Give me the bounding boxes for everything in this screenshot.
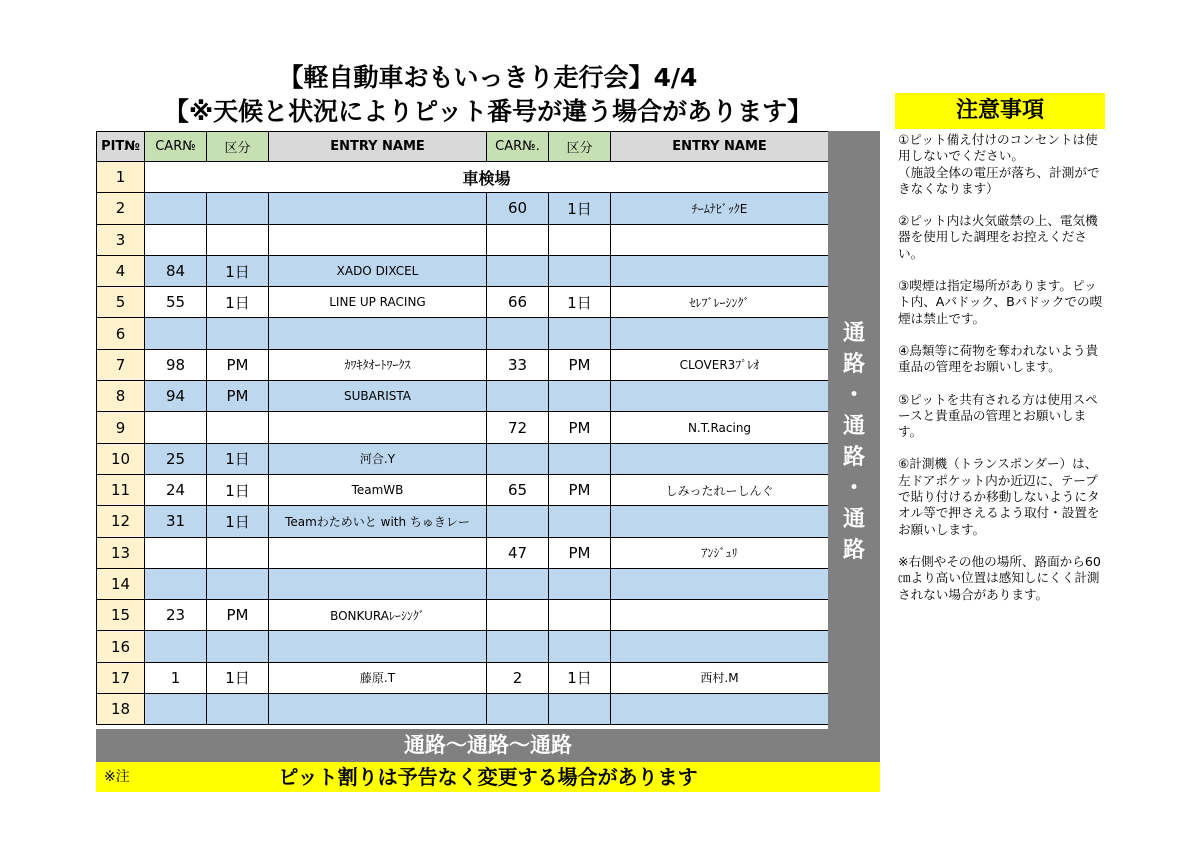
- car-no-cell: [487, 224, 549, 255]
- class-cell: 1日: [207, 662, 269, 693]
- car-no-cell: 31: [145, 506, 207, 537]
- class-cell: 1日: [549, 193, 611, 224]
- entry-name-cell: [269, 318, 487, 349]
- car-no-cell: [145, 537, 207, 568]
- pit-number-cell: 13: [97, 537, 145, 568]
- pit-number-cell: 7: [97, 349, 145, 380]
- entry-name-cell: N.T.Racing: [611, 412, 829, 443]
- entry-name-cell: [269, 412, 487, 443]
- pit-number-cell: 16: [97, 631, 145, 662]
- class-cell: 1日: [207, 287, 269, 318]
- car-no-cell: 47: [487, 537, 549, 568]
- pit-number-cell: 10: [97, 443, 145, 474]
- entry-name-cell: [269, 537, 487, 568]
- car-no-cell: [145, 224, 207, 255]
- pit-number-cell: 18: [97, 694, 145, 725]
- car-no-cell: [145, 412, 207, 443]
- table-header-row: [97, 132, 829, 162]
- header-class-1: 区分: [207, 132, 269, 162]
- class-cell: [207, 224, 269, 255]
- entry-name-cell: 西村.M: [611, 662, 829, 693]
- table-row: [97, 412, 829, 443]
- entry-name-cell: 河合.Y: [269, 443, 487, 474]
- car-no-cell: [145, 568, 207, 599]
- car-no-cell: 84: [145, 255, 207, 286]
- class-cell: [549, 443, 611, 474]
- entry-name-cell: [611, 224, 829, 255]
- entry-name-cell: CLOVER3ﾌﾟﾚｵ: [611, 349, 829, 380]
- table-row: [97, 631, 829, 662]
- table-row: [97, 568, 829, 599]
- entry-name-cell: [269, 694, 487, 725]
- pit-allocation-table: [96, 131, 829, 725]
- car-no-cell: [145, 631, 207, 662]
- class-cell: [549, 600, 611, 631]
- table-row: [97, 662, 829, 693]
- entry-name-cell: ｾﾚﾌﾞﾚｰｼﾝｸﾞ: [611, 287, 829, 318]
- notice-item: ③喫煙は指定場所があります。ピット内、Aパドック、Bパドックでの喫煙は禁止です。: [898, 278, 1103, 326]
- entry-name-cell: [611, 631, 829, 662]
- bottom-corridor: 通路～通路～通路: [96, 729, 880, 762]
- class-cell: PM: [207, 349, 269, 380]
- corridor-char: 通: [842, 507, 865, 532]
- entry-name-cell: XADO DIXCEL: [269, 255, 487, 286]
- entry-name-cell: Teamわためいと with ちゅきレー: [269, 506, 487, 537]
- car-no-cell: 94: [145, 381, 207, 412]
- entry-name-cell: BONKURAﾚｰｼﾝｸﾞ: [269, 600, 487, 631]
- page-title-line2: 【※天候と状況によりピット番号が違う場合があります】: [163, 97, 813, 126]
- class-cell: PM: [549, 349, 611, 380]
- corridor-char: ・: [842, 476, 865, 501]
- table-row: [97, 600, 829, 631]
- car-no-cell: [487, 694, 549, 725]
- class-cell: [549, 255, 611, 286]
- car-no-cell: 24: [145, 474, 207, 505]
- car-no-cell: [487, 600, 549, 631]
- car-no-cell: [487, 568, 549, 599]
- note-message: ピット割りは予告なく変更する場合があります: [278, 765, 698, 789]
- car-no-cell: 72: [487, 412, 549, 443]
- table-row: [97, 162, 829, 193]
- car-no-cell: 65: [487, 474, 549, 505]
- notice-item: ①ピット備え付けのコンセントは使用しないでください。 （施設全体の電圧が落ち、計測ができなくなります）: [898, 132, 1100, 196]
- class-cell: 1日: [207, 506, 269, 537]
- pit-number-cell: 5: [97, 287, 145, 318]
- corridor-char: ・: [842, 383, 865, 408]
- table-row: [97, 474, 829, 505]
- notice-item: ※右側やその他の場所、路面から60㎝より高い位置は感知しにくく計測されない場合があります。: [898, 553, 1101, 602]
- corridor-char: 路: [842, 445, 865, 470]
- car-no-cell: 33: [487, 349, 549, 380]
- entry-name-cell: [611, 443, 829, 474]
- pit-number-cell: 4: [97, 255, 145, 286]
- notice-item: ⑤ピットを共有される方は使用スペースと貴重品の管理とお願いします。: [898, 391, 1098, 440]
- class-cell: [207, 412, 269, 443]
- notice-heading: 注意事項: [895, 93, 1105, 129]
- class-cell: PM: [549, 537, 611, 568]
- header-car-no-1: CAR№: [145, 132, 207, 162]
- car-no-cell: 66: [487, 287, 549, 318]
- note-bar: [96, 762, 880, 792]
- entry-name-cell: [269, 568, 487, 599]
- table-row: [97, 318, 829, 349]
- class-cell: [549, 506, 611, 537]
- header-entry-name-1: ENTRY NAME: [269, 132, 487, 162]
- pit-number-cell: 8: [97, 381, 145, 412]
- car-no-cell: [145, 694, 207, 725]
- entry-name-cell: [269, 193, 487, 224]
- pit-number-cell: 1: [97, 162, 145, 193]
- class-cell: PM: [549, 412, 611, 443]
- pit-number-cell: 17: [97, 662, 145, 693]
- notice-item: ④鳥類等に荷物を奪われないよう貴重品の管理をお願いします。: [898, 342, 1099, 375]
- entry-name-cell: ﾁｰﾑﾅﾋﾞｯｸE: [611, 193, 829, 224]
- class-cell: [549, 381, 611, 412]
- class-cell: 1日: [207, 474, 269, 505]
- pit-number-cell: 6: [97, 318, 145, 349]
- pit-number-cell: 11: [97, 474, 145, 505]
- table-row: [97, 537, 829, 568]
- table-row: [97, 443, 829, 474]
- class-cell: [207, 631, 269, 662]
- entry-name-cell: [611, 255, 829, 286]
- table-row: [97, 506, 829, 537]
- car-no-cell: 60: [487, 193, 549, 224]
- car-no-cell: [487, 506, 549, 537]
- class-cell: [207, 568, 269, 599]
- header-pit-no: PIT№: [97, 132, 145, 162]
- entry-name-cell: しみったれーしんぐ: [611, 474, 829, 505]
- car-no-cell: 2: [487, 662, 549, 693]
- entry-name-cell: [611, 381, 829, 412]
- class-cell: [207, 537, 269, 568]
- class-cell: [549, 318, 611, 349]
- corridor-char: 通: [842, 414, 865, 439]
- car-no-cell: [487, 631, 549, 662]
- header-class-2: 区分: [549, 132, 611, 162]
- pit-number-cell: 12: [97, 506, 145, 537]
- car-no-cell: [487, 318, 549, 349]
- entry-name-cell: TeamWB: [269, 474, 487, 505]
- corridor-char: 路: [842, 352, 865, 377]
- class-cell: [549, 568, 611, 599]
- table-row: [97, 694, 829, 725]
- car-no-cell: [145, 193, 207, 224]
- class-cell: [207, 318, 269, 349]
- note-label: ※注: [104, 769, 130, 785]
- entry-name-cell: [611, 568, 829, 599]
- pit-number-cell: 9: [97, 412, 145, 443]
- entry-name-cell: SUBARISTA: [269, 381, 487, 412]
- car-no-cell: [487, 255, 549, 286]
- corridor-char: 通: [842, 321, 865, 346]
- pit-number-cell: 3: [97, 224, 145, 255]
- header-car-no-2: CAR№.: [487, 132, 549, 162]
- page-title-line1: 【軽自動車おもいっきり走行会】4/4: [278, 63, 698, 92]
- entry-name-cell: [611, 506, 829, 537]
- class-cell: PM: [549, 474, 611, 505]
- car-no-cell: 25: [145, 443, 207, 474]
- class-cell: [549, 631, 611, 662]
- entry-name-cell: [611, 600, 829, 631]
- entry-name-cell: 藤原.T: [269, 662, 487, 693]
- class-cell: PM: [207, 600, 269, 631]
- class-cell: [207, 193, 269, 224]
- notice-list: [898, 132, 1106, 619]
- notice-item: ②ピット内は火気厳禁の上、電気機器を使用した調理をお控えください。: [898, 213, 1098, 261]
- car-no-cell: 23: [145, 600, 207, 631]
- class-cell: PM: [207, 381, 269, 412]
- table-row: [97, 381, 829, 412]
- notice-item: ⑥計測機（トランスポンダー）は、左ドアポケット内か近辺に、テープで貼り付けるか移動しないようにタオル等で押さえるよう取付・設置をお願いします。: [898, 456, 1100, 537]
- table-row: [97, 349, 829, 380]
- entry-name-cell: ｱﾝｼﾞｭﾘ: [611, 537, 829, 568]
- side-corridor: [828, 131, 880, 729]
- pit-number-cell: 15: [97, 600, 145, 631]
- table-row: [97, 287, 829, 318]
- table-row: [97, 255, 829, 286]
- car-no-cell: 98: [145, 349, 207, 380]
- class-cell: 1日: [207, 443, 269, 474]
- entry-name-cell: ｶﾜｷﾀｵｰﾄﾜｰｸｽ: [269, 349, 487, 380]
- car-no-cell: 1: [145, 662, 207, 693]
- header-entry-name-2: ENTRY NAME: [611, 132, 829, 162]
- class-cell: 1日: [549, 287, 611, 318]
- class-cell: [549, 694, 611, 725]
- pit-number-cell: 14: [97, 568, 145, 599]
- entry-name-cell: [269, 631, 487, 662]
- class-cell: [207, 694, 269, 725]
- class-cell: [549, 224, 611, 255]
- table-row: [97, 224, 829, 255]
- car-no-cell: [487, 381, 549, 412]
- class-cell: 1日: [549, 662, 611, 693]
- car-no-cell: 55: [145, 287, 207, 318]
- pit-number-cell: 2: [97, 193, 145, 224]
- corridor-char: 路: [842, 538, 865, 563]
- class-cell: 1日: [207, 255, 269, 286]
- entry-name-cell: [611, 318, 829, 349]
- car-no-cell: [487, 443, 549, 474]
- entry-name-cell: LINE UP RACING: [269, 287, 487, 318]
- merged-cell: 車検場: [145, 162, 829, 193]
- entry-name-cell: [269, 224, 487, 255]
- table-row: [97, 193, 829, 224]
- entry-name-cell: [611, 694, 829, 725]
- car-no-cell: [145, 318, 207, 349]
- side-corridor-label: [828, 318, 880, 566]
